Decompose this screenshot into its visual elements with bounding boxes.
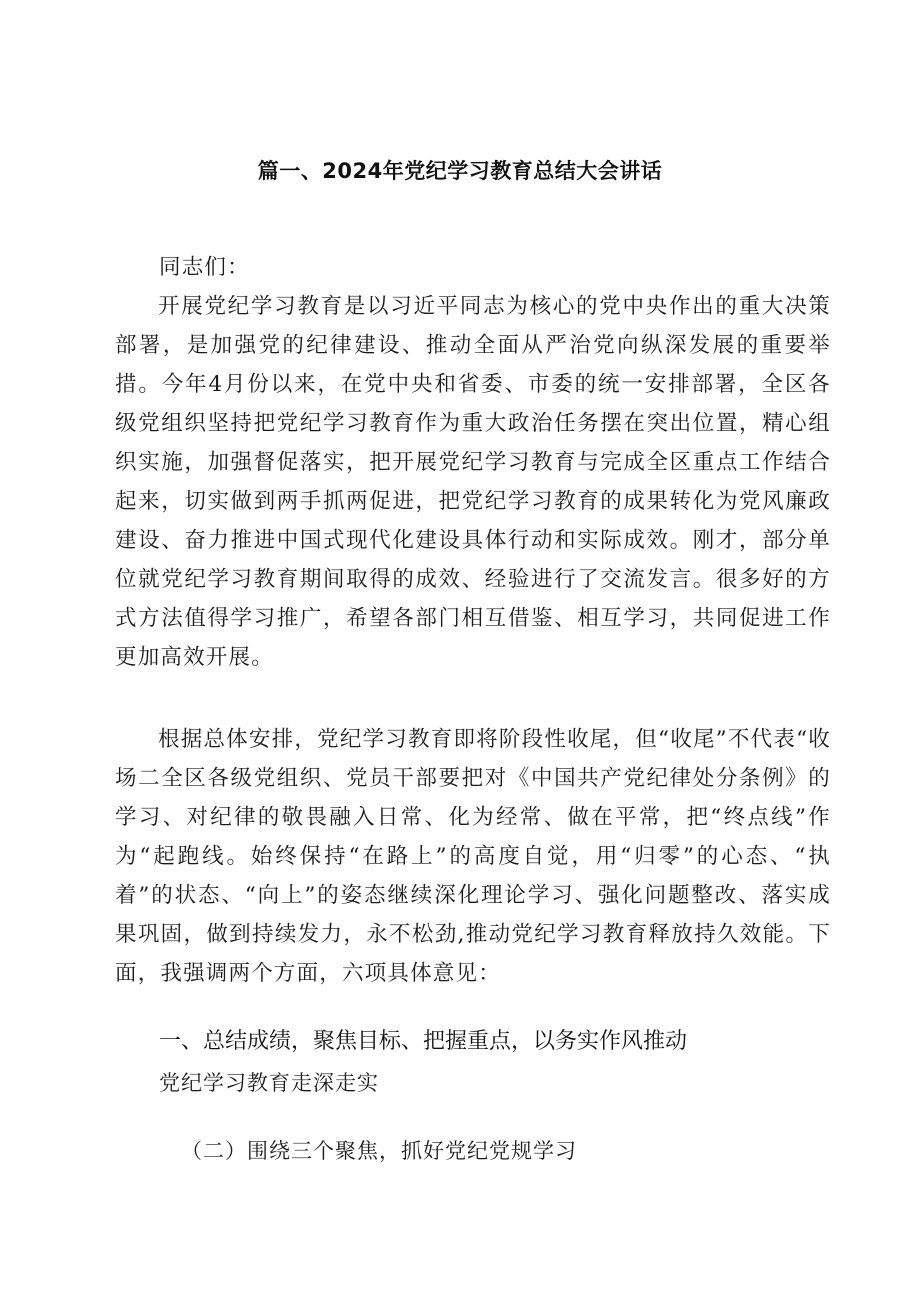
paragraph-2: 根据总体安排，党纪学习教育即将阶段性收尾，但“收尾”不代表“收场二全区各级党组织、党员干部要把对《中国共产党纪律处分条例》的学习、对纪律的敬畏融入日常、化为经常、做在平常，把“终点线”作为“起跑线。始终保持“在路上”的高度自觉，用“归零”的心态、“执着”的状态、“向上”的姿态继续深化理论学习、强化问题整改、落实成果巩固，做到持续发力，永不松劲,推动党纪学习教育释放持久效能。下面，我强调两个方面，六项具体意见： bbox=[115, 727, 831, 986]
paragraph-1: 开展党纪学习教育是以习近平同志为核心的党中央作出的重大决策部署，是加强党的纪律建设、推动全面从严治党向纵深发展的重要举措。今年4月份以来，在党中央和省委、市委的统一安排部署，全区各级党组织坚持把党纪学习教育作为重大政治任务摆在突出位置，精心组织实施，加强督促落实，把开展党纪学习教育与完成全区重点工作结合起来，切实做到两手抓两促进，把党纪学习教育的成果转化为党风廉政建设、奋力推进中国式现代化建设具体行动和实际成效。刚才，部分单位就党纪学习教育期间取得的成效、经验进行了交流发言。很多好的方式方法值得学习推广，希望各部门相互借鉴、相互学习，共同促进工作更加高效开展。 bbox=[115, 294, 831, 670]
salutation: 同志们： bbox=[159, 255, 250, 280]
section-heading-1: 一、总结成绩，聚焦目标、把握重点，以务实作风推动 bbox=[159, 1029, 688, 1054]
section-heading-1-continued: 党纪学习教育走深走实 bbox=[159, 1071, 379, 1095]
document-title: 篇一、2024年党纪学习教育总结大会讲话 bbox=[257, 159, 663, 183]
subsection-heading: （二）围绕三个聚焦，抓好党纪党规学习 bbox=[181, 1139, 577, 1163]
